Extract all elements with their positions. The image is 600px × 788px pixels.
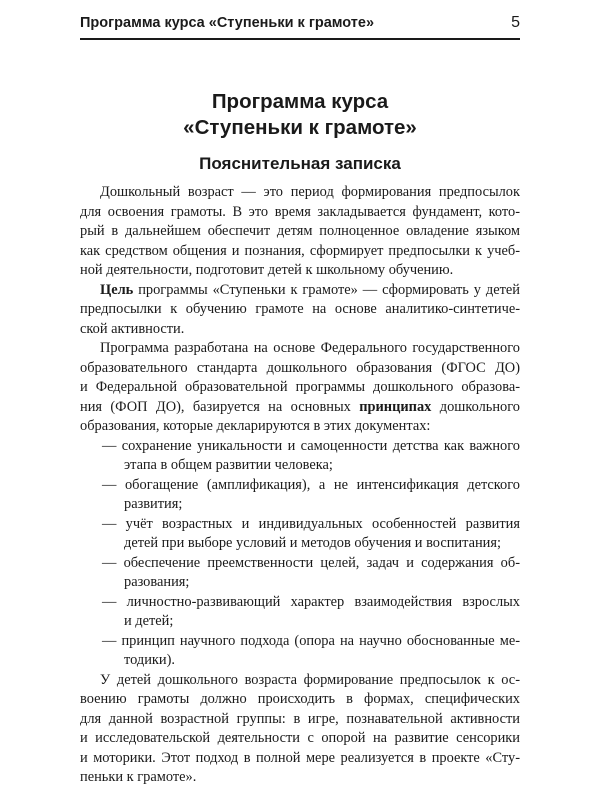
paragraph-line: пеньки к грамоте». bbox=[80, 769, 197, 785]
paragraph-fragment: ния (ФОП ДО), базируется на основных bbox=[80, 398, 360, 415]
list-item: — сохранение уникальности и самоценности детства как важного bbox=[102, 437, 520, 454]
paragraph-line bbox=[80, 281, 520, 301]
running-head bbox=[80, 12, 520, 34]
paragraph-line: рый в дальнейшем обеспечит детям полноценное овладение языком bbox=[80, 223, 520, 239]
paragraph-line: и моторики. Этот подход в полной мере реализуется в проекте «Сту- bbox=[80, 749, 520, 766]
paragraph-line: воению грамоты должно происходить в формах, специфических bbox=[80, 691, 520, 707]
paragraph-fragment: дошкольного bbox=[431, 398, 520, 415]
paragraph-line bbox=[80, 398, 520, 418]
list-item: — личностно-развивающий характер взаимодействия взрослых bbox=[102, 593, 520, 610]
body-text bbox=[80, 183, 520, 788]
paragraph-line: У детей дошкольного возраста формирование предпосылок к ос- bbox=[100, 671, 520, 688]
paragraph-line: предпосылки к обучению грамоте на основе аналитико-синтетиче- bbox=[80, 301, 520, 317]
list-item-continuation: этапа в общем развитии человека; bbox=[124, 457, 333, 473]
list-item: — принцип научного подхода (опора на научно обоснованные ме- bbox=[102, 632, 520, 649]
section-subtitle: Пояснительная записка bbox=[199, 154, 401, 173]
paragraph-line: Дошкольный возраст — это период формирования предпосылок bbox=[100, 184, 520, 200]
page-number: 5 bbox=[511, 14, 520, 31]
paragraph-line: как средством общения и познания, сформирует предпосылки к учеб- bbox=[80, 242, 520, 259]
page-title-line-1: Программа курса bbox=[211, 90, 389, 113]
list-item: — обогащение (амплификация), а не интенсификация детского bbox=[102, 476, 520, 493]
paragraph-fragment: программы «Ступеньки к грамоте» — сформировать у детей bbox=[133, 281, 520, 298]
header-rule bbox=[80, 38, 520, 40]
paragraph-line: для данной возрастной группы: в игре, познавательной активности bbox=[80, 710, 520, 727]
paragraph-line: ской активности. bbox=[80, 320, 185, 337]
list-item-continuation: развития; bbox=[124, 496, 183, 512]
running-head-title: Программа курса «Ступеньки к грамоте» bbox=[80, 15, 375, 31]
list-item-continuation: разования; bbox=[124, 574, 190, 590]
paragraph-line: и исследовательской деятельности с опорой на развитие сенсорики bbox=[80, 730, 520, 746]
list-item-continuation: тодики). bbox=[124, 652, 175, 668]
paragraph-line: образовательного стандарта дошкольного образования (ФГОС ДО) bbox=[80, 359, 520, 376]
paragraph-line: образования, которые декларируются в этих документах: bbox=[80, 418, 431, 434]
list-item: — обеспечение преемственности целей, задач и содержания об- bbox=[102, 554, 520, 571]
paragraph-line: ной деятельности, подготовит детей к школьному обучению. bbox=[80, 262, 454, 278]
paragraph-line: Программа разработана на основе Федерального государственного bbox=[100, 340, 520, 356]
principles-term: принципах bbox=[359, 398, 432, 415]
paragraph-line: для освоения грамоты. В это время закладывается фундамент, кото- bbox=[80, 203, 520, 220]
list-item-continuation: и детей; bbox=[124, 613, 174, 629]
list-item-continuation: детей при выборе условий и методов обучения и воспитания; bbox=[124, 535, 501, 551]
list-item: — учёт возрастных и индивидуальных особенностей развития bbox=[102, 515, 520, 532]
paragraph-line: и Федеральной образовательной программы дошкольного образова- bbox=[80, 379, 520, 395]
page-title-line-2: «Ступеньки к грамоте» bbox=[183, 116, 417, 139]
goal-term: Цель bbox=[100, 281, 134, 298]
